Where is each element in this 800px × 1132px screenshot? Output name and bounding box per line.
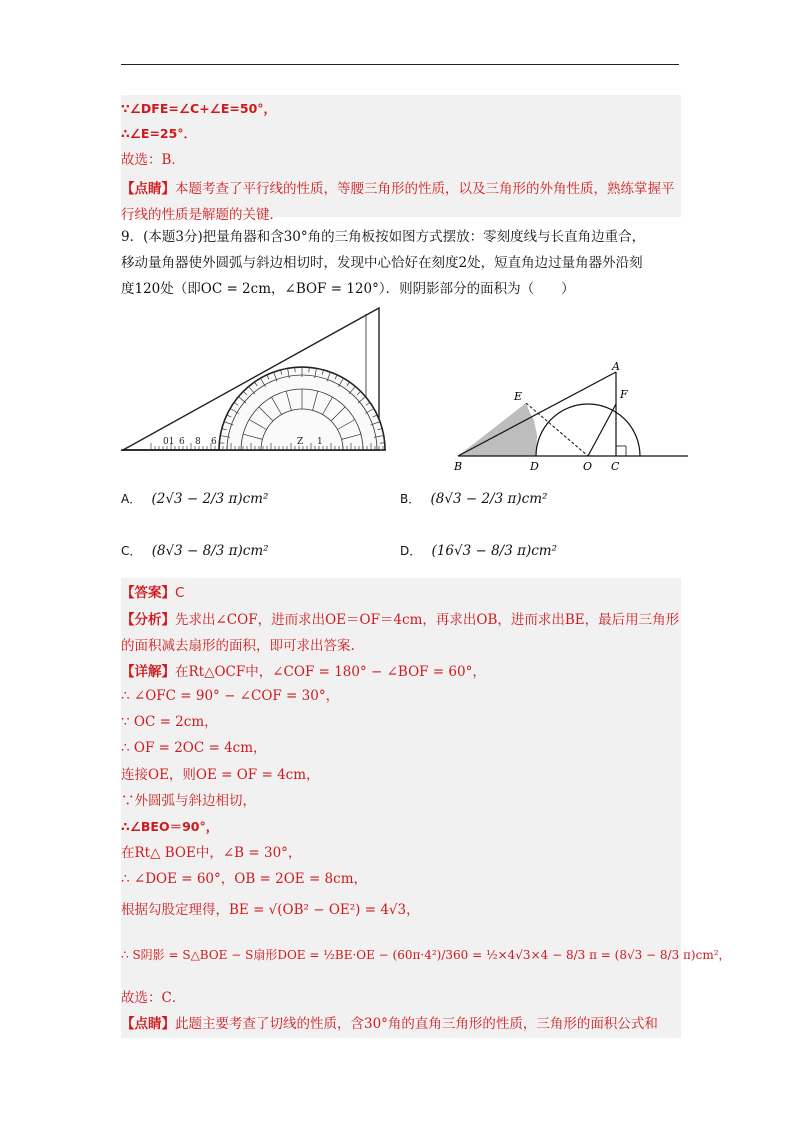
analysis-tag: 【分析】 <box>121 612 175 628</box>
prev-dianjing <box>121 176 681 228</box>
option-a-expr: (2√3 − 2/3 π)cm² <box>151 491 269 507</box>
detail-l5: 连接OE，则OE = OF = 4cm， <box>121 767 320 783</box>
svg-text:6: 6 <box>211 437 217 447</box>
option-c[interactable] <box>121 542 269 559</box>
option-b-label: B． <box>400 492 421 506</box>
label-O: O <box>583 460 593 473</box>
detail-line-1 <box>121 662 486 682</box>
option-a-label: A． <box>121 492 142 506</box>
protractor-figure <box>121 306 386 456</box>
q9-line-1: 9．(本题3分)把量角器和含30°角的三角板按如图方式摆放：零刻度线与长直角边重合， <box>121 229 646 245</box>
detail-l11: ∴ S阴影 = S△BOE − S扇形DOE = ½BE·OE − (60π·4²)/360 = ½×4√3×4 − 8/3 π = (8√3 − 8/3 π)cm²， <box>121 948 731 962</box>
q9-line-3: 度120处（即OC = 2cm，∠BOF = 120°）．则阴影部分的面积为（ ） <box>121 281 575 297</box>
svg-text:6: 6 <box>179 437 185 447</box>
answer-value: C <box>175 585 185 601</box>
detail-l7: ∴∠BEO＝90°， <box>121 819 219 834</box>
svg-text:1: 1 <box>317 437 323 447</box>
prev-line-3: 故选：B． <box>121 152 185 168</box>
analysis-text: 先求出∠COF，进而求出OE＝OF＝4cm，再求出OB，进而求出BE，最后用三角形的面积减去扇形的面积，即可求出答案. <box>121 612 680 654</box>
detail-l1: 在Rt△OCF中，∠COF = 180° − ∠BOF = 60°， <box>175 664 486 680</box>
detail-l4: ∴ OF = 2OC = 4cm， <box>121 740 267 756</box>
option-c-expr: (8√3 − 8/3 π)cm² <box>151 543 269 559</box>
final-dianjing <box>121 1014 658 1034</box>
option-c-label: C． <box>121 544 142 558</box>
detail-l9: ∴ ∠DOE = 60°，OB = 2OE = 8cm， <box>121 871 367 887</box>
analysis-para <box>121 607 681 659</box>
option-d-expr: (16√3 − 8/3 π)cm² <box>431 543 558 559</box>
label-E: E <box>514 390 523 403</box>
detail-l2: ∴ ∠OFC = 90° − ∠COF = 30°， <box>121 688 340 704</box>
final-text: 此题主要考查了切线的性质，含30°角的直角三角形的性质，三角形的面积公式和 <box>175 1016 658 1032</box>
option-b-expr: (8√3 − 2/3 π)cm² <box>430 491 548 507</box>
detail-l6: ∵外圆弧与斜边相切， <box>121 793 256 809</box>
prev-line-1: ∵∠DFE=∠C+∠E=50°， <box>121 101 277 116</box>
label-D: D <box>530 460 539 473</box>
option-d-label: D． <box>400 544 422 558</box>
geometry-figure <box>450 360 700 475</box>
detail-l12: 故选：C． <box>121 990 186 1006</box>
q9-line-2: 移动量角器使外圆弧与斜边相切时，发现中心恰好在刻度2处，短直角边过量角器外沿刻 <box>121 255 643 271</box>
detail-l3: ∵ OC = 2cm， <box>121 714 218 730</box>
final-tag: 【点睛】 <box>121 1016 175 1032</box>
label-B: B <box>454 460 463 473</box>
detail-tag: 【详解】 <box>121 664 175 680</box>
option-b[interactable] <box>400 490 547 507</box>
detail-l10: 根据勾股定理得，BE = √(OB² − OE²) = 4√3， <box>121 902 420 918</box>
answer-line <box>121 583 184 603</box>
svg-text:01: 01 <box>163 437 175 447</box>
question-9 <box>121 224 681 302</box>
svg-text:Z: Z <box>297 437 304 447</box>
label-C: C <box>611 460 620 473</box>
answer-tag: 【答案】 <box>121 585 175 601</box>
dianjing-tag: 【点睛】 <box>121 181 175 197</box>
label-A: A <box>612 360 620 373</box>
detail-l8: 在Rt△ BOE中，∠B = 30°， <box>121 845 302 861</box>
option-d[interactable] <box>400 542 557 559</box>
svg-text:8: 8 <box>195 437 201 447</box>
option-a[interactable] <box>121 490 268 507</box>
prev-line-2: ∴∠E=25°． <box>121 126 197 141</box>
header-rule <box>121 64 679 65</box>
label-F: F <box>620 388 628 401</box>
dianjing-text: 本题考查了平行线的性质，等腰三角形的性质，以及三角形的外角性质，熟练掌握平行线的性质是解题的关键． <box>121 181 675 223</box>
